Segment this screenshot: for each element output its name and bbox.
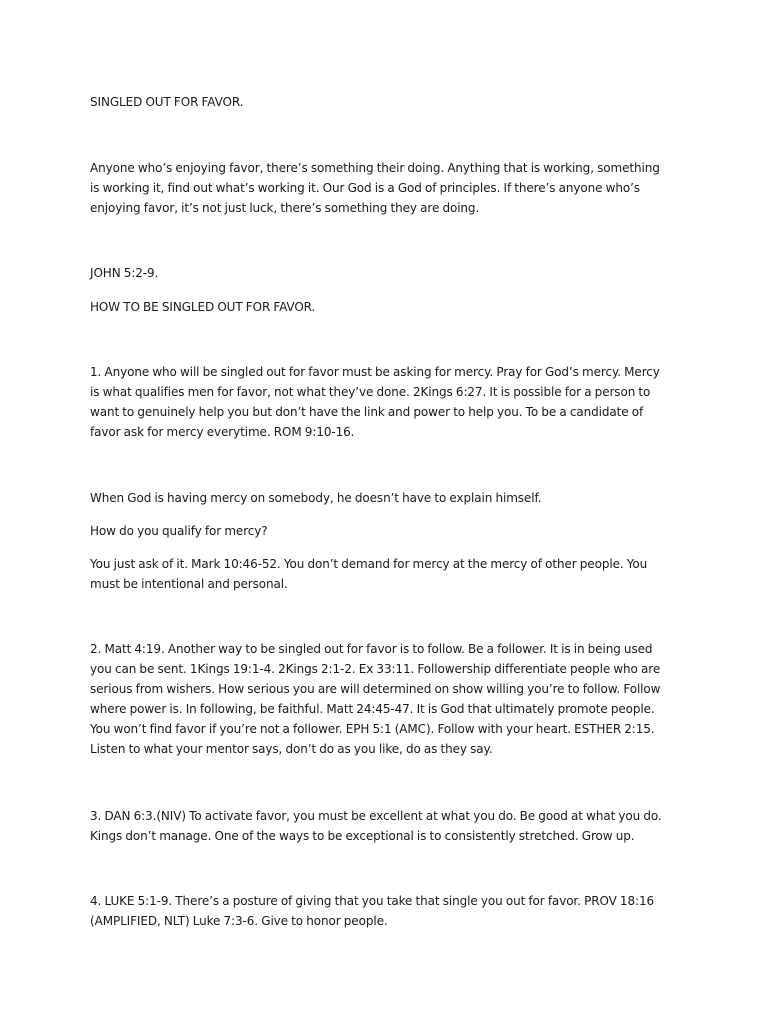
point-2-paragraph: 2. Matt 4:19. Another way to be singled out for favor is to follow. Be a follower. It is in being used you can be sent. 1Kings 19:1-4. 2Kings 2:1-2. Ex 33:11. Followership differentiate people who are serious from wishers. How serious you are will determined on show willing you’re to follow. Follow where power is. In following, be faithful. Matt 24:45-47. It is God that ultimately promote people. You won’t find favor if you’re not a follower. EPH 5:1 (AMC). Follow with your heart. ESTHER 2:15. Listen to what your mentor says, don’t do as you like, do as they say.: [90, 642, 661, 756]
document-title: SINGLED OUT FOR FAVOR.: [90, 95, 244, 109]
mercy-answer: You just ask of it. Mark 10:46-52. You don’t demand for mercy at the mercy of other people. You must be intentional and personal.: [90, 557, 648, 591]
intro-paragraph: Anyone who’s enjoying favor, there’s something their doing. Anything that is working, something is working it, find out what’s working it. Our God is a God of principles. If there’s anyone who’s enjoying favor, it’s not just luck, there’s something they are doing.: [90, 161, 660, 215]
point-1-paragraph: 1. Anyone who will be singled out for favor must be asking for mercy. Pray for God’s mercy. Mercy is what qualifies men for favor, not what they’ve done. 2Kings 6:27. It is possible for a person to want to genuinely help you but don’t have the link and power to help you. To be a candidate of favor ask for mercy everytime. ROM 9:10-16.: [90, 365, 660, 439]
scripture-reference: JOHN 5:2-9.: [90, 266, 159, 280]
point-3-paragraph: 3. DAN 6:3.(NIV) To activate favor, you must be excellent at what you do. Be good at what you do. Kings don’t manage. One of the ways to be exceptional is to consistently stretched. Grow up.: [90, 809, 662, 843]
section-subheading: HOW TO BE SINGLED OUT FOR FAVOR.: [90, 300, 316, 314]
point-4-paragraph: 4. LUKE 5:1-9. There’s a posture of giving that you take that single you out for favor. PROV 18:16 (AMPLIFIED, NLT) Luke 7:3-6. Give to honor people.: [90, 894, 655, 928]
mercy-question: How do you qualify for mercy?: [90, 524, 268, 538]
mercy-statement: When God is having mercy on somebody, he doesn’t have to explain himself.: [90, 491, 542, 505]
